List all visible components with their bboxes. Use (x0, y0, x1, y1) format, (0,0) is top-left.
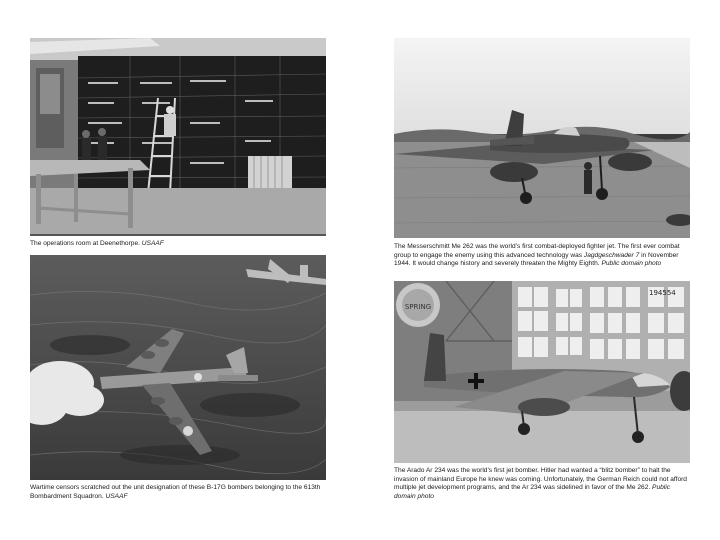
caption-text: The operations room at Deenethorpe. (30, 240, 142, 247)
caption-operations-room (30, 240, 326, 249)
caption-credit: Public domain photo (394, 484, 671, 500)
tail-code-text: 194554 (649, 289, 676, 297)
caption-credit: USAAF (141, 240, 164, 247)
caption-credit: Public domain photo (601, 260, 662, 268)
caption-credit: USAAF (105, 492, 128, 500)
caption-me262 (394, 243, 691, 269)
operations-room-illustration (30, 38, 326, 236)
hangar-sign-text: SPRING (404, 303, 432, 311)
caption-b17-bombers (30, 484, 326, 501)
b17-bombers-illustration (30, 255, 326, 480)
photo-b17-bombers (30, 255, 326, 480)
arado-ar234-illustration (394, 281, 690, 463)
photo-me262 (394, 38, 690, 238)
photo-operations-room (30, 38, 326, 236)
caption-arado-ar234 (394, 467, 691, 501)
caption-text: Wartime censors scratched out the unit designation of these B-17G bombers belonging to the 613th Bombardment Squadron. (30, 484, 321, 500)
photo-arado-ar234 (394, 281, 690, 463)
caption-unit-name: Jagdgeschwader 7 (583, 251, 640, 259)
caption-text-continued: in November 1944. It would change history and severely threaten the Mighty Eighth. (394, 251, 679, 268)
caption-text: The Messerschmitt Me 262 was the world’s first combat-deployed fighter jet. The first ever combat group to engage the enemy using this advanced technology was (394, 243, 680, 259)
caption-text: The Arado Ar 234 was the world’s first jet bomber. Hitler had wanted a “blitz bomber” to halt the invasion of mainland Europe he knew was coming. Unfortunately, the German Reich could not afford multiple jet development programs, and the Ar 234 was sidelined in favor of the Me 262. (394, 467, 687, 492)
me262-illustration (394, 38, 690, 238)
